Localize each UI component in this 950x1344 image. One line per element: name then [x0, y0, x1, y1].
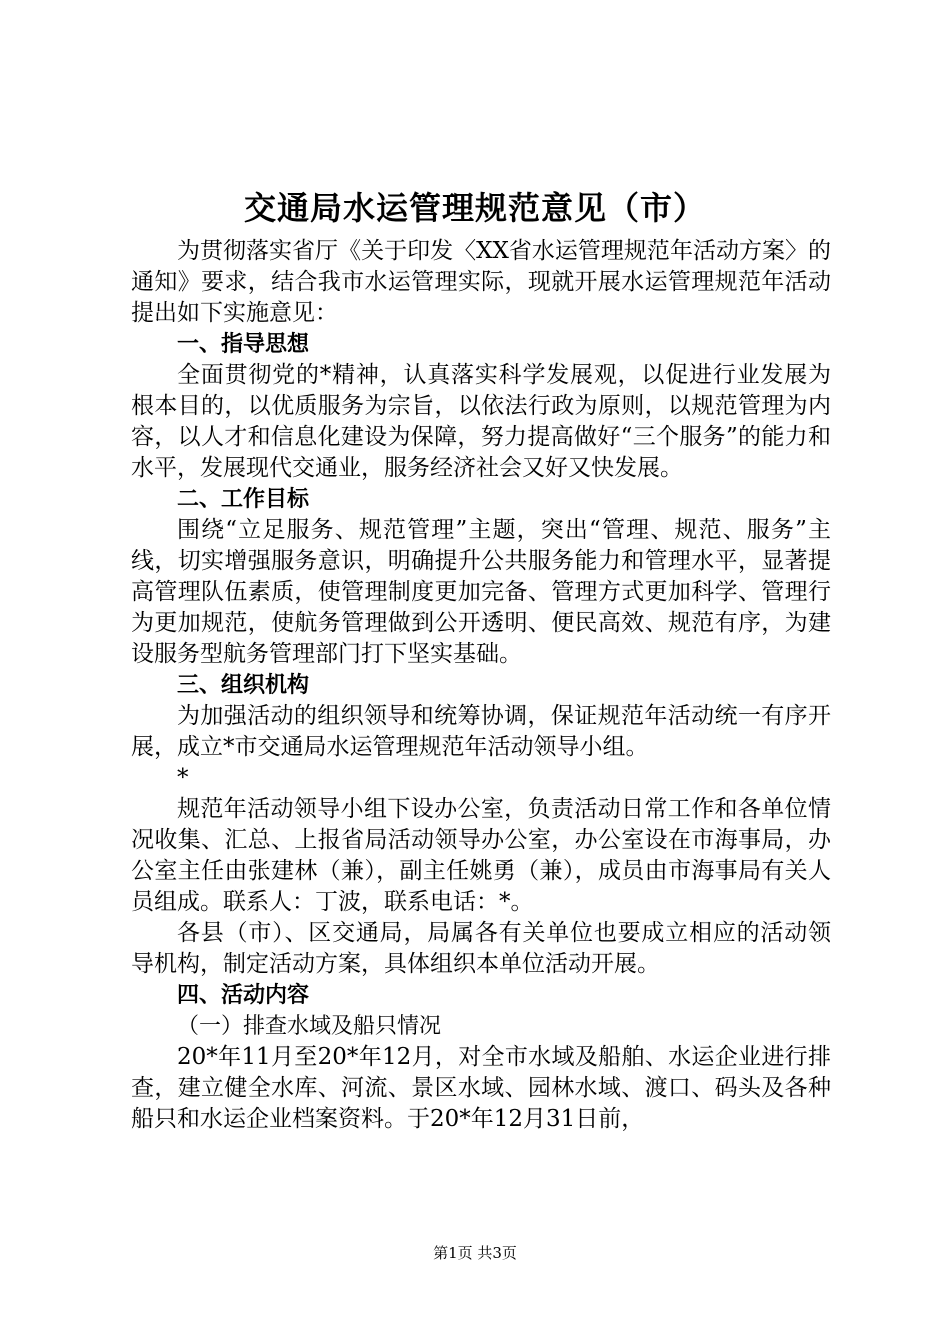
section-heading-activities: 四、活动内容 — [177, 983, 310, 1008]
document-title: 交通局水运管理规范意见（市） — [243, 189, 706, 227]
section-heading-work-goals: 二、工作目标 — [177, 487, 310, 512]
guiding-thought-paragraph: 全面贯彻党的*精神，认真落实科学发展观，以促进行业发展为根本目的，以优质服务为宗旨，以依法行政为原则，以规范管理为内容，以人才和信息化建设为保障，努力提高做好“三个服务”的能力和水平，发展现代交通业，服务经济社会又好又快发展。 — [131, 362, 831, 481]
inspection-paragraph: 20*年11月至20*年12月，对全市水域及船舶、水运企业进行排查，建立健全水库、河流、景区水域、园林水域、渡口、码头及各种船只和水运企业档案资料。于20*年12月31日前， — [131, 1044, 831, 1132]
document-body — [131, 236, 831, 1135]
page-number-footer: 第1页 共3页 — [433, 1244, 517, 1262]
intro-paragraph: 为贯彻落实省厅《关于印发〈XX省水运管理规范年活动方案〉的通知》要求，结合我市水运管理实际，现就开展水运管理规范年活动提出如下实施意见： — [131, 238, 831, 326]
organization-paragraph-2: 规范年活动领导小组下设办公室，负责活动日常工作和各单位情况收集、汇总、上报省局活动领导办公室，办公室设在市海事局，办公室主任由张建林（兼），副主任姚勇（兼），成员由市海事局有关人员组成。联系人：丁波，联系电话：*。 — [131, 796, 831, 915]
section-heading-guiding-thought: 一、指导思想 — [177, 332, 310, 357]
subsection-heading-inspection: （一）排查水域及船只情况 — [177, 1014, 442, 1039]
work-goals-paragraph: 围绕“立足服务、规范管理”主题，突出“管理、规范、服务”主线，切实增强服务意识，明确提升公共服务能力和管理水平，显著提高管理队伍素质，使管理制度更加完备、管理方式更加科学、管理行为更加规范，使航务管理做到公开透明、便民高效、规范有序，为建设服务型航务管理部门打下坚实基础。 — [131, 517, 831, 667]
organization-paragraph-3: 各县（市）、区交通局，局属各有关单位也要成立相应的活动领导机构，制定活动方案，具体组织本单位活动开展。 — [131, 920, 831, 977]
organization-paragraph-1: 为加强活动的组织领导和统筹协调，保证规范年活动统一有序开展，成立*市交通局水运管理规范年活动领导小组。 — [131, 703, 831, 760]
organization-asterisk-line: * — [177, 765, 189, 791]
section-heading-organization: 三、组织机构 — [177, 673, 310, 698]
